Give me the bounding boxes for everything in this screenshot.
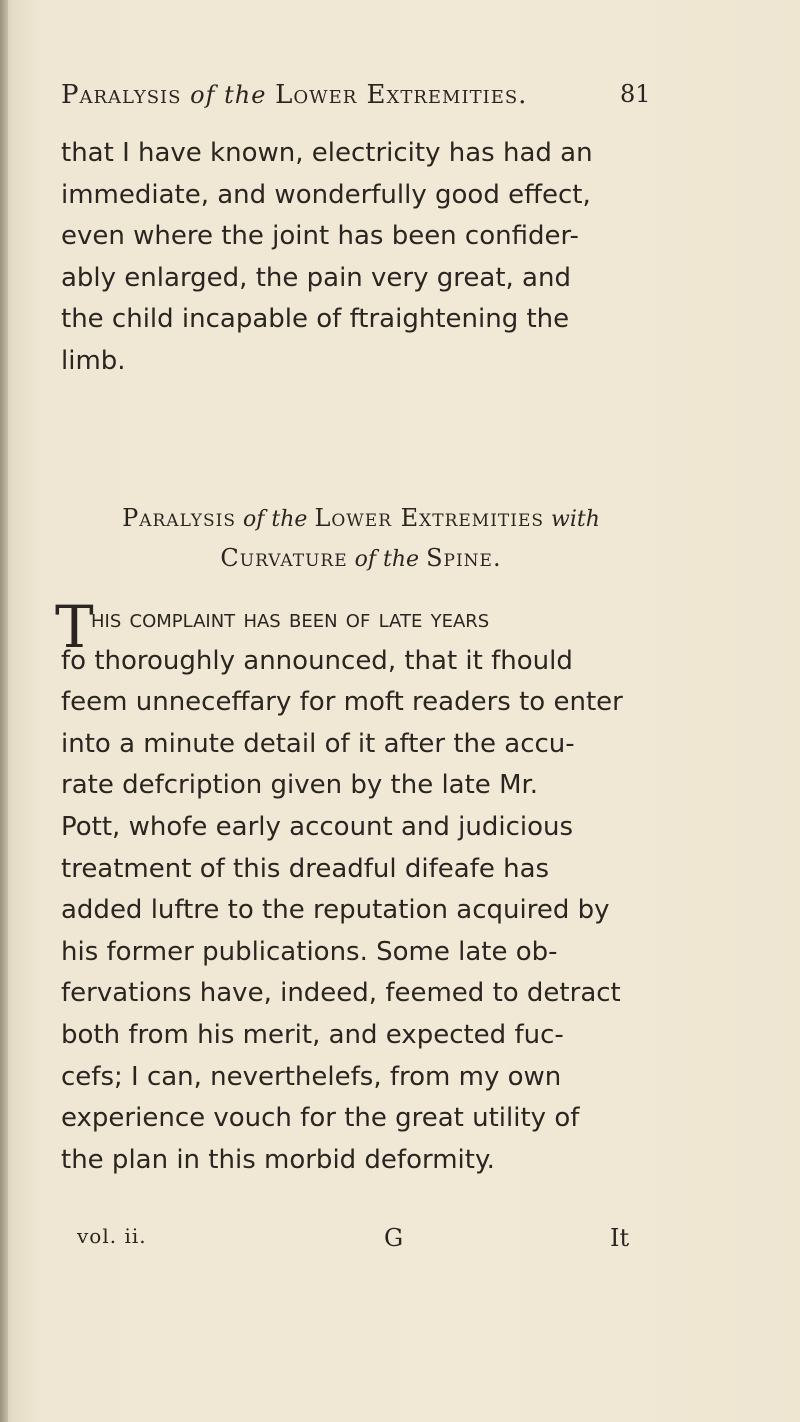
text-line: into a minute detail of it after the accu-: [61, 728, 575, 759]
text-line: the child incapable of ftraightening the: [61, 304, 570, 335]
text-line: added luftre to the reputation acquired by: [61, 895, 610, 926]
text-line: cefs; I can, neverthelefs, from my own: [61, 1061, 562, 1092]
first-line-text: his complaint has been of late years: [91, 604, 490, 634]
text-line: Pott, whofe early account and judicious: [61, 811, 574, 842]
heading-word: Paralysis: [122, 504, 237, 532]
running-head-part1: Paralysis: [61, 80, 182, 110]
text-line: his former publications. Some late ob-: [61, 936, 558, 967]
text-line: that I have known, electricity has had an: [61, 138, 593, 168]
heading-word: with: [551, 507, 600, 532]
text-line: feem unneceffary for moft readers to enter: [61, 687, 623, 718]
heading-word: Lower Extremities: [314, 504, 545, 532]
heading-word: of the: [243, 507, 308, 532]
page-gutter-shadow: [0, 0, 8, 1422]
text-line: experience vouch for the great utility of: [61, 1103, 580, 1134]
volume-mark: vol. ii.: [77, 1224, 147, 1248]
text-line: rate defcription given by the late Mr.: [61, 770, 539, 801]
text-line: the plan in this morbid deformity.: [61, 1144, 495, 1175]
heading-word: Spine.: [426, 544, 502, 572]
text-line: immediate, and wonderfully good effect,: [61, 179, 591, 210]
text-line: ably enlarged, the pain very great, and: [61, 262, 571, 293]
running-head-part3: Lower Extremities.: [275, 80, 528, 110]
text-line: limb.: [61, 345, 126, 376]
section-heading-line-2: [61, 540, 661, 578]
text-line-first: [61, 599, 661, 641]
text-line: both from his merit, and expected fuc-: [61, 1019, 564, 1050]
running-head-part2: of the: [190, 81, 267, 109]
running-head: [61, 80, 661, 120]
text-line: fo thoroughly announced, that it fhould: [61, 645, 573, 676]
paragraph-main: [61, 599, 661, 1181]
text-line: fervations have, indeed, feemed to detract: [61, 978, 621, 1009]
catchword: It: [610, 1224, 630, 1252]
text-line: even where the joint has been confider-: [61, 221, 579, 252]
signature-mark: G: [384, 1224, 404, 1252]
page-number: 81: [620, 80, 651, 108]
drop-cap: T: [55, 593, 94, 661]
heading-word: Curvature: [220, 544, 348, 572]
paragraph-continuation: [61, 133, 661, 383]
heading-word: of the: [354, 547, 420, 572]
text-line: treatment of this dreadful difeafe has: [61, 853, 550, 884]
section-heading-line-1: [61, 500, 661, 538]
